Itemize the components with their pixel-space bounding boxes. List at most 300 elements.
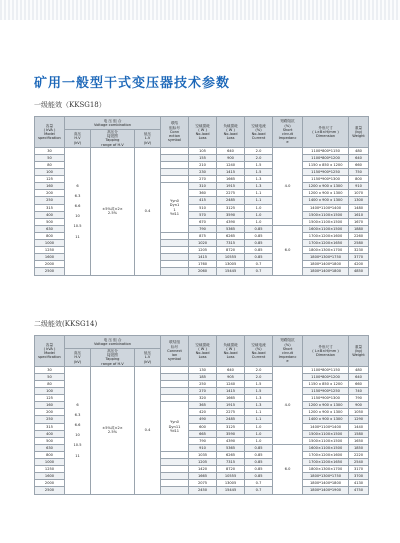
cell-connection-empty	[161, 154, 189, 161]
header-impedance-line: Short	[282, 127, 293, 132]
cell-noload-current: 0.85	[245, 473, 273, 480]
header-lv	[135, 349, 161, 367]
cell-load-loss: 3590	[217, 211, 245, 218]
header-noload-loss-line: 空载损耗	[195, 342, 210, 347]
header-noload-loss	[189, 336, 217, 367]
cell-tapping	[91, 366, 135, 494]
cell-weight: 1580	[349, 430, 369, 437]
cell-dimension: 1150 x 850 x 1200	[303, 162, 349, 169]
cell-lv: 0.4	[135, 147, 161, 275]
cell-noload-loss: 105	[189, 147, 217, 154]
header-dimension	[303, 336, 349, 367]
section-caption-level2: 二级能效(KKSG14)	[34, 320, 98, 328]
cell-noload-loss: 1420	[189, 466, 217, 473]
header-hv-line: (kV)	[73, 140, 82, 145]
cell-dimension: 1100*800*1200	[303, 154, 349, 161]
cell-weight: 1290	[349, 416, 369, 423]
cell-weight: 1070	[349, 190, 369, 197]
cell-load-loss: 2485	[217, 197, 245, 204]
header-hv	[65, 130, 91, 148]
cell-dimension: 1700×1200×1650	[303, 459, 349, 466]
tapping-line: ±5%或±2×	[102, 206, 123, 211]
cell-dimension: 1100*800*1150	[303, 366, 349, 373]
header-impedance	[273, 336, 303, 367]
header-noload-current	[245, 336, 273, 367]
header-capacity	[35, 336, 65, 367]
cell-weight: 2580	[349, 240, 369, 247]
cell-dimension: 1100*800*1150	[303, 147, 349, 154]
cell-weight: 1650	[349, 437, 369, 444]
cell-dimension: 1200 x 900 x 1300	[303, 409, 349, 416]
cell-noload-current: 2.0	[245, 366, 273, 373]
cell-noload-loss: 2450	[189, 487, 217, 494]
header-weight-line: Weight	[352, 353, 365, 357]
cell-capacity: 30	[35, 366, 65, 373]
cell-noload-loss: 250	[189, 381, 217, 388]
cell-noload-loss: 270	[189, 388, 217, 395]
header-impedance-line: circuit	[282, 131, 294, 136]
header-capacity-line: ( kVA )	[43, 127, 56, 132]
header-connection-line: symbol	[168, 138, 182, 143]
cell-connection-empty	[161, 240, 189, 247]
header-lv-line: 低压	[143, 351, 152, 356]
cell-dimension: 1800*1400*1900	[303, 487, 349, 494]
cell-dimension: 1400*1100*1400	[303, 204, 349, 211]
cell-capacity: 400	[35, 211, 65, 218]
cell-noload-current: 0.85	[245, 225, 273, 232]
cell-noload-loss: 185	[189, 373, 217, 380]
header-weight	[349, 117, 369, 148]
cell-capacity: 250	[35, 416, 65, 423]
cell-noload-loss: 1035	[189, 451, 217, 458]
cell-noload-current: 1.0	[245, 204, 273, 211]
header-voltage-combination-line: Voltage combination	[94, 123, 131, 127]
header-load-loss-line: ( W )	[226, 346, 235, 351]
cell-noload-current: 1.3	[245, 402, 273, 409]
cell-load-loss: 8720	[217, 247, 245, 254]
header-capacity-line: Model	[44, 131, 55, 136]
cell-capacity: 2500	[35, 268, 65, 275]
top-decorative-band	[0, 0, 400, 20]
header-dimension-line: Dimension	[315, 353, 336, 357]
cell-weight: 1880	[349, 225, 369, 232]
header-noload-loss-line: Loss	[198, 355, 207, 360]
cell-noload-current: 0.85	[245, 466, 273, 473]
cell-weight: 1670	[349, 218, 369, 225]
cell-noload-loss: 270	[189, 176, 217, 183]
cell-weight: 640	[349, 373, 369, 380]
cell-load-loss: 13005	[217, 480, 245, 487]
cell-capacity: 315	[35, 204, 65, 211]
cell-noload-current: 1.1	[245, 416, 273, 423]
cell-capacity: 800	[35, 232, 65, 239]
cell-connection-empty	[161, 381, 189, 388]
cell-load-loss: 6265	[217, 232, 245, 239]
cell-load-loss: 2485	[217, 416, 245, 423]
header-voltage-combination	[65, 117, 161, 130]
header-load-loss-line: No-load	[223, 350, 238, 355]
cell-connection-empty	[161, 232, 189, 239]
header-impedance-line: (%)	[284, 342, 291, 347]
cell-connection-empty	[161, 147, 189, 154]
header-noload-current	[245, 117, 273, 148]
header-dimension-line: ( L×B×H/mm )	[312, 129, 339, 134]
cell-weight: 1610	[349, 211, 369, 218]
header-voltage-combination-line: 电 压 组 合	[103, 337, 122, 342]
cell-capacity: 2000	[35, 480, 65, 487]
cell-weight: 660	[349, 381, 369, 388]
cell-noload-current: 1.5	[245, 381, 273, 388]
header-impedance-line: (%)	[284, 123, 291, 128]
cell-tapping	[91, 147, 135, 275]
cell-weight: 4200	[349, 261, 369, 268]
cell-dimension: 1800×1300×1700	[303, 247, 349, 254]
cell-connection	[161, 402, 189, 452]
cell-dimension: 1800×1300×1700	[303, 466, 349, 473]
cell-connection-empty	[161, 459, 189, 466]
header-capacity-line: 容量	[45, 342, 54, 347]
cell-noload-current: 1.0	[245, 437, 273, 444]
cell-dimension: 1700×1200×1600	[303, 232, 349, 239]
cell-capacity: 800	[35, 451, 65, 458]
cell-weight: 2260	[349, 232, 369, 239]
cell-dimension: 1800*1400*1800	[303, 480, 349, 487]
connection-line: Yd11	[170, 211, 180, 216]
cell-noload-current: 0.85	[245, 444, 273, 451]
header-hv	[65, 349, 91, 367]
cell-capacity: 160	[35, 402, 65, 409]
cell-load-loss: 2275	[217, 190, 245, 197]
table-row	[35, 366, 369, 373]
cell-dimension: 1700×1200×1600	[303, 451, 349, 458]
hv-value: 6.6	[74, 203, 81, 208]
cell-weight: 4750	[349, 487, 369, 494]
header-noload-loss-line: 空载损耗	[195, 123, 210, 128]
cell-load-loss: 15445	[217, 487, 245, 494]
cell-capacity: 500	[35, 437, 65, 444]
header-dimension-line: 外形尺寸	[318, 344, 333, 349]
cell-capacity: 250	[35, 197, 65, 204]
cell-capacity: 125	[35, 395, 65, 402]
cell-load-loss: 13005	[217, 261, 245, 268]
cell-load-loss: 905	[217, 373, 245, 380]
cell-load-loss: 3125	[217, 204, 245, 211]
cell-capacity: 100	[35, 388, 65, 395]
header-noload-current-line: 空载电流	[251, 123, 266, 128]
header-capacity-line: specification	[38, 136, 61, 141]
header-connection	[161, 336, 189, 367]
cell-weight: 1300	[349, 197, 369, 204]
cell-dimension: 1700×1200×1650	[303, 240, 349, 247]
header-lv	[135, 130, 161, 148]
cell-noload-loss: 365	[189, 402, 217, 409]
header-lv-line: L.V	[144, 355, 151, 360]
header-impedance	[273, 117, 303, 148]
header-connection-line: 联结组	[169, 340, 180, 345]
cell-load-loss: 3590	[217, 430, 245, 437]
cell-noload-loss: 490	[189, 416, 217, 423]
cell-capacity: 50	[35, 154, 65, 161]
cell-noload-current: 1.5	[245, 169, 273, 176]
cell-weight: 3170	[349, 466, 369, 473]
cell-capacity: 80	[35, 381, 65, 388]
cell-capacity: 400	[35, 430, 65, 437]
cell-noload-current: 0.7	[245, 487, 273, 494]
header-dimension-line: Dimension	[315, 134, 336, 138]
header-connection-line: ection	[168, 134, 181, 138]
header-impedance-line: e	[286, 140, 289, 145]
header-load-loss-line: Loss	[226, 355, 235, 360]
cell-noload-current: 0.7	[245, 268, 273, 275]
cell-load-loss: 1415	[217, 169, 245, 176]
cell-noload-current: 1.0	[245, 430, 273, 437]
cell-connection-empty	[161, 451, 189, 458]
connection-line: Dyn1	[169, 203, 180, 208]
cell-weight: 2540	[349, 459, 369, 466]
section-caption-level1: 一级能效（KKSG18）	[34, 101, 106, 109]
header-voltage-combination-line: Voltage combination	[94, 342, 131, 346]
cell-noload-current: 0.85	[245, 459, 273, 466]
cell-connection-empty	[161, 473, 189, 480]
cell-capacity: 630	[35, 444, 65, 451]
header-connection-line: 联结	[170, 121, 179, 126]
header-hv-line: H.V	[74, 136, 81, 141]
header-capacity	[35, 117, 65, 148]
table-row	[35, 147, 369, 154]
cell-noload-loss: 875	[189, 232, 217, 239]
cell-weight: 1050	[349, 409, 369, 416]
cell-connection-empty	[161, 176, 189, 183]
cell-load-loss: 1415	[217, 388, 245, 395]
cell-dimension: 1600×1100×1500	[303, 225, 349, 232]
cell-noload-loss: 2060	[189, 268, 217, 275]
cell-hv-values	[65, 147, 91, 275]
cell-noload-loss: 230	[189, 169, 217, 176]
header-impedance-line: circuit	[282, 350, 294, 355]
connection-line: Yyn0	[170, 420, 179, 425]
hv-value: 11	[75, 453, 80, 458]
cell-noload-loss: 910	[189, 444, 217, 451]
cell-load-loss: 1915	[217, 183, 245, 190]
cell-noload-loss: 1760	[189, 261, 217, 268]
header-capacity-line: specification	[38, 355, 61, 360]
cell-load-loss: 1240	[217, 162, 245, 169]
cell-load-loss: 640	[217, 366, 245, 373]
header-noload-current-line: Current	[251, 136, 266, 141]
header-impedance-line: e	[286, 359, 289, 364]
cell-weight: 900	[349, 402, 369, 409]
cell-capacity: 2500	[35, 487, 65, 494]
cell-capacity: 500	[35, 218, 65, 225]
hv-value: 10	[75, 433, 80, 438]
cell-noload-loss: 600	[189, 423, 217, 430]
header-load-loss-line: 负载损耗	[223, 123, 238, 128]
cell-hv-values	[65, 366, 91, 494]
cell-weight: 480	[349, 366, 369, 373]
header-capacity-line: ( kVA )	[43, 346, 56, 351]
cell-capacity: 200	[35, 190, 65, 197]
cell-lv: 0.4	[135, 366, 161, 494]
cell-noload-current: 1.1	[245, 409, 273, 416]
cell-connection-empty	[161, 268, 189, 275]
cell-capacity: 315	[35, 423, 65, 430]
cell-load-loss: 10555	[217, 254, 245, 261]
cell-capacity: 1600	[35, 473, 65, 480]
cell-weight: 2220	[349, 451, 369, 458]
cell-load-loss: 1665	[217, 395, 245, 402]
cell-noload-current: 0.85	[245, 451, 273, 458]
cell-capacity: 1250	[35, 466, 65, 473]
header-tapping	[91, 130, 135, 148]
cell-noload-loss: 510	[189, 204, 217, 211]
cell-noload-current: 0.85	[245, 254, 273, 261]
cell-dimension: 1800*1300*1750	[303, 254, 349, 261]
header-noload-current-line: No-load	[251, 131, 266, 136]
cell-load-loss: 5365	[217, 444, 245, 451]
cell-noload-loss: 570	[189, 211, 217, 218]
cell-capacity: 630	[35, 225, 65, 232]
cell-capacity: 100	[35, 169, 65, 176]
header-connection-line: ion	[171, 353, 178, 357]
cell-load-loss: 5365	[217, 225, 245, 232]
cell-dimension: 1100*800*1200	[303, 373, 349, 380]
hv-value: 6	[76, 402, 79, 407]
cell-connection-empty	[161, 254, 189, 261]
cell-capacity: 1600	[35, 254, 65, 261]
cell-load-loss: 1915	[217, 402, 245, 409]
cell-connection-empty	[161, 366, 189, 373]
cell-capacity: 1250	[35, 247, 65, 254]
header-noload-loss-line: No-load	[195, 350, 210, 355]
cell-noload-loss: 670	[189, 218, 217, 225]
cell-weight: 3230	[349, 247, 369, 254]
header-impedance-line: 短路阻抗	[280, 119, 295, 124]
cell-noload-loss: 130	[189, 366, 217, 373]
header-load-loss-line: 负载损耗	[223, 342, 238, 347]
cell-load-loss: 640	[217, 147, 245, 154]
cell-capacity: 50	[35, 373, 65, 380]
header-lv-line: (kV)	[143, 140, 152, 145]
cell-dimension: 1400*1100*1400	[303, 423, 349, 430]
cell-noload-current: 0.85	[245, 232, 273, 239]
cell-noload-loss: 665	[189, 430, 217, 437]
connection-line: 1	[173, 207, 176, 212]
header-hv-line: (kV)	[73, 359, 82, 364]
header-tapping-line: 高压分	[107, 130, 118, 134]
cell-capacity: 1000	[35, 459, 65, 466]
header-load-loss	[217, 117, 245, 148]
cell-load-loss: 8720	[217, 466, 245, 473]
cell-dimension: 1150*900*1300	[303, 176, 349, 183]
cell-capacity: 160	[35, 183, 65, 190]
header-voltage-combination	[65, 336, 161, 349]
cell-weight: 740	[349, 388, 369, 395]
header-weight-line: (kg)	[354, 129, 363, 134]
cell-noload-current: 1.0	[245, 423, 273, 430]
cell-dimension: 1200 x 900 x 1300	[303, 183, 349, 190]
header-impedance-line: 短路阻抗	[280, 338, 295, 343]
cell-noload-loss: 1665	[189, 473, 217, 480]
header-connection-line: 标号	[170, 344, 179, 349]
cell-dimension: 1500×1100×1500	[303, 437, 349, 444]
cell-weight: 4850	[349, 268, 369, 275]
header-hv-line: 高压	[73, 351, 82, 356]
cell-dimension: 1200 x 900 x 1300	[303, 190, 349, 197]
cell-connection-empty	[161, 388, 189, 395]
header-hv-line: H.V	[74, 355, 81, 360]
header-connection	[161, 117, 189, 148]
cell-weight: 750	[349, 169, 369, 176]
header-weight	[349, 336, 369, 367]
hv-value: 6.3	[74, 193, 81, 198]
cell-load-loss: 4390	[217, 218, 245, 225]
header-impedance-line: Short	[282, 346, 293, 351]
header-noload-loss-line: ( W )	[198, 127, 207, 132]
cell-noload-current: 1.3	[245, 395, 273, 402]
cell-load-loss: 10555	[217, 473, 245, 480]
cell-dimension: 1800*1300*1750	[303, 473, 349, 480]
cell-dimension: 1150*900*1300	[303, 395, 349, 402]
header-tapping-line: 接范围	[107, 353, 118, 358]
cell-connection-empty	[161, 373, 189, 380]
cell-connection-empty	[161, 466, 189, 473]
header-connection-line: symbol	[168, 357, 182, 362]
header-noload-loss-line: Loss	[198, 136, 207, 141]
cell-dimension: 1150*900*1250	[303, 388, 349, 395]
cell-capacity: 1000	[35, 240, 65, 247]
cell-dimension: 1150 x 850 x 1200	[303, 381, 349, 388]
cell-noload-current: 1.0	[245, 218, 273, 225]
cell-load-loss: 900	[217, 154, 245, 161]
header-weight-line: 重量	[354, 344, 363, 349]
cell-weight: 3700	[349, 473, 369, 480]
cell-noload-current: 1.3	[245, 176, 273, 183]
cell-dimension: 1500×1100×1500	[303, 430, 349, 437]
connection-line: Yyn0	[170, 199, 179, 204]
cell-noload-loss: 1205	[189, 459, 217, 466]
cell-weight: 1850	[349, 444, 369, 451]
cell-noload-loss: 155	[189, 154, 217, 161]
header-lv-line: L.V	[144, 136, 151, 141]
cell-weight: 1480	[349, 204, 369, 211]
cell-capacity: 80	[35, 162, 65, 169]
cell-load-loss: 15445	[217, 268, 245, 275]
hv-value: 10.5	[73, 443, 82, 448]
cell-impedance: 6.0	[273, 225, 303, 275]
cell-noload-loss: 2075	[189, 480, 217, 487]
header-tapping-line: range of H.V	[101, 361, 124, 366]
cell-noload-current: 2.0	[245, 147, 273, 154]
header-noload-loss	[189, 117, 217, 148]
header-noload-loss-line: ( W )	[198, 346, 207, 351]
cell-noload-loss: 360	[189, 190, 217, 197]
header-tapping-line: Tapping	[105, 357, 120, 362]
cell-weight: 3770	[349, 254, 369, 261]
cell-impedance: 6.0	[273, 444, 303, 494]
cell-noload-current: 1.3	[245, 183, 273, 190]
cell-noload-loss: 1415	[189, 254, 217, 261]
tapping-line: 2.5%	[107, 211, 118, 216]
cell-dimension: 1150*900*1250	[303, 169, 349, 176]
cell-noload-loss: 790	[189, 225, 217, 232]
cell-noload-loss: 790	[189, 437, 217, 444]
cell-connection	[161, 183, 189, 233]
cell-load-loss: 7315	[217, 240, 245, 247]
cell-noload-current: 0.85	[245, 247, 273, 254]
header-lv-line: (kV)	[143, 359, 152, 364]
cell-noload-loss: 210	[189, 162, 217, 169]
cell-load-loss: 2275	[217, 409, 245, 416]
